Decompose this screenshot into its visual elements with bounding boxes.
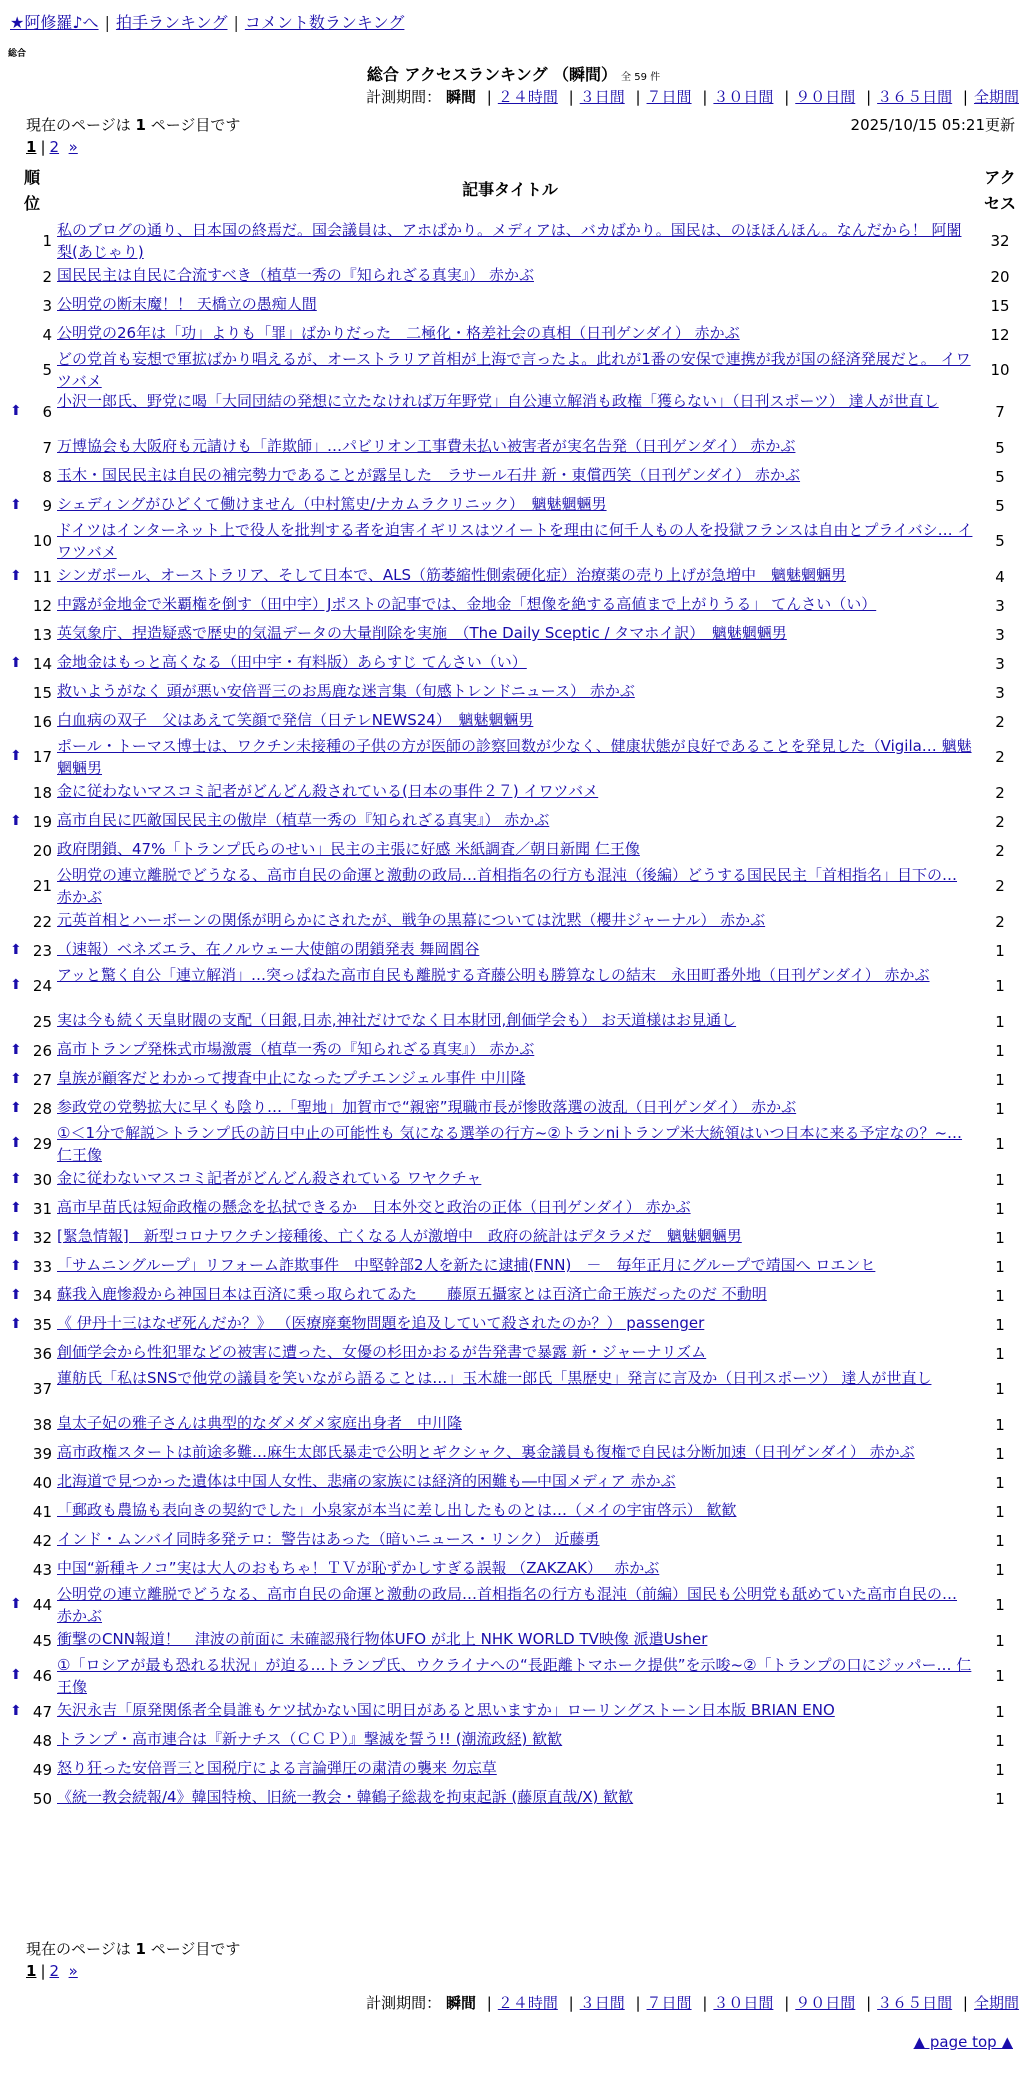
rank-number: 1 [42,232,52,250]
rank-number: 33 [32,1258,52,1276]
rank-number: 26 [32,1042,52,1060]
table-row [0,736,1027,778]
up-arrow-icon: ⬆ [10,813,22,829]
up-arrow-icon: ⬆ [10,1100,22,1116]
table-row [0,1252,1027,1281]
article-title-link[interactable]: 《 伊丹十三はなぜ死んだか？》 （医療廃棄物問題を追及していて殺されたのか？） passenger [57,1314,705,1332]
rank-number: 38 [32,1416,52,1434]
nav-separator: | [104,13,110,32]
rank-number: 36 [32,1345,52,1363]
article-title-link[interactable]: 公明党の連立離脱でどうなる、高市自民の命運と激動の政局…首相指名の行方も混沌（後編）どうする国民民主「首相指名」目下の… 赤かぶ [57,866,958,906]
access-count: 3 [995,655,1005,673]
up-arrow-icon: ⬆ [10,1703,22,1719]
table-row [0,965,1027,1007]
up-arrow-icon: ⬆ [10,748,22,764]
access-count: 3 [995,626,1005,644]
article-title-link[interactable]: 公明党の26年は「功」よりも「罪」ばかりだった 二極化・格差社会の真相（日刊ゲンダイ） 赤かぶ [57,324,740,342]
article-title-link[interactable]: ①＜1分で解説＞トランプ氏の訪日中止の可能性も 気になる選挙の行方~②トランniトランプ米大統領はいつ日本に来る予定なの？~… 仁王像 [57,1124,963,1164]
period-link-90d[interactable]: ９０日間 [795,88,856,106]
table-row [0,1094,1027,1123]
table-row [0,220,1027,262]
rank-number: 30 [32,1171,52,1189]
table-row [0,1497,1027,1526]
article-title-link[interactable]: [緊急情報] 新型コロナワクチン接種後、亡くなる人が激増中 政府の統計はデタラメだ 魑魅魍魎男 [57,1227,742,1245]
access-count: 1 [995,1732,1005,1750]
article-title-link[interactable]: 金に従わないマスコミ記者がどんどん殺されている(日本の事件２７) イワツバメ [57,782,599,800]
rank-number: 9 [42,497,52,515]
table-row [0,433,1027,462]
page-info-bottom [26,1938,240,1959]
table-row [0,649,1027,678]
table-row [0,1784,1027,1813]
period-link-all[interactable]: 全期間 [973,1994,1019,2012]
table-row [0,707,1027,736]
applause-ranking-link[interactable]: 拍手ランキング [115,13,228,32]
access-count: 4 [995,568,1005,586]
article-title-link[interactable]: 元英首相とハーボーンの関係が明らかにされたが、戦争の黒幕については沈黙（櫻井ジャーナル） 赤かぶ [57,911,766,929]
table-row [0,562,1027,591]
total-count: 全 59 件 [621,72,661,83]
rank-number: 19 [32,813,52,831]
article-title-link[interactable]: （速報）ベネズエラ、在ノルウェー大使館の閉鎖発表 舞岡閻谷 [57,940,480,958]
up-arrow-icon: ⬆ [10,1229,22,1245]
table-row [0,936,1027,965]
article-title-link[interactable]: 公明党の連立離脱でどうなる、高市自民の命運と激動の政局…首相指名の行方も混沌（前編）国民も公明党も舐めていた高市自民の… 赤かぶ [57,1585,958,1625]
period-link-3d[interactable]: ３日間 [579,88,625,106]
home-link[interactable]: ★阿修羅♪へ [10,13,99,32]
period-link-7d[interactable]: ７日間 [646,88,692,106]
article-title-link[interactable]: 怒り狂った安倍晋三と国税庁による言論弾圧の粛清の襲来 勿忘草 [57,1759,497,1777]
rank-number: 46 [32,1667,52,1685]
pager: 1 | 2 » [26,138,78,156]
access-count: 2 [995,813,1005,831]
table-row [0,1526,1027,1555]
period-label: 計測期間： [366,88,442,106]
header-access: アクセス [983,168,1016,213]
table-row [0,1555,1027,1584]
access-count: 1 [995,1380,1005,1398]
access-count: 5 [995,532,1005,550]
article-title-link[interactable]: 「サムニングループ」リフォーム詐欺事件 中堅幹部2人を新たに逮捕(FNN) － 毎年正月にグループで靖国へ ロエンヒ [57,1256,876,1274]
rank-number: 15 [32,684,52,702]
article-title-link[interactable]: 矢沢永吉「原発関係者全員誰もケツ拭かない国に明日があると思いますか」ローリングストーン日本版 BRIAN ENO [57,1701,835,1719]
access-count: 2 [995,842,1005,860]
article-title-link[interactable]: 公明党の断末魔！！ 天橋立の愚痴人間 [57,295,317,313]
rank-number: 28 [32,1100,52,1118]
pager-page-2[interactable]: 2 [49,1962,60,1980]
access-count: 1 [995,1200,1005,1218]
rank-number: 45 [32,1632,52,1650]
rank-number: 2 [42,268,52,286]
pager-current: 1 [26,1962,37,1980]
article-title-link[interactable]: 英気象庁、捏造疑惑で歴史的気温データの大量削除を実施 （The Daily Sceptic / タマホイ訳） 魑魅魍魎男 [57,624,787,642]
pager-bottom: 1 | 2 » [26,1962,78,1980]
access-count: 1 [995,1171,1005,1189]
period-current: 瞬間 [445,1994,476,2012]
rank-number: 6 [42,403,52,421]
period-selector-bottom: 計測期間： 瞬間 | ２４時間 | ３日間 | ７日間 | ３０日間 | ９０日間 | ３６５日間 | 全期間 [366,1994,1019,2012]
article-title-link[interactable]: 皇族が顧客だとわかって捜査中止になったプチエンジェル事件 中川隆 [57,1069,526,1087]
access-count: 1 [995,1416,1005,1434]
rank-number: 50 [32,1790,52,1808]
page-info-number: 1 [135,116,146,134]
article-title-link[interactable]: インド・ムンバイ同時多発テロ：警告はあった（暗いニュース・リンク） 近藤勇 [57,1530,600,1548]
period-label: 計測期間： [366,1994,442,2012]
table-row [0,1065,1027,1094]
table-row [0,1223,1027,1252]
article-title-link[interactable]: 万博協会も大阪府も元請けも「詐欺師」…パビリオン工事費未払い被害者が実名告発（日刊ゲンダイ） 赤かぶ [57,437,796,455]
access-count: 1 [995,1013,1005,1031]
table-row [0,1194,1027,1223]
article-title-link[interactable]: 国民民主は自民に合流すべき（植草一秀の『知られざる真実』） 赤かぶ [57,266,534,284]
article-title-link[interactable]: トランプ・高市連合は『新ナチス（ＣＣＰ）』撃滅を誓う!! (潮流政経) 歓歓 [57,1730,563,1748]
rank-number: 35 [32,1316,52,1334]
access-count: 1 [995,1761,1005,1779]
rank-number: 22 [32,913,52,931]
access-count: 1 [995,1632,1005,1650]
rank-number: 11 [32,568,52,586]
article-title-link[interactable]: どの党首も妄想で軍拡ばかり唱えるが、オーストラリア首相が上海で言ったよ。此れが1番の安保で連携が我が国の経済発展だと。 イワツバメ [57,350,971,390]
table-row [0,1697,1027,1726]
access-count: 1 [995,1703,1005,1721]
up-arrow-icon: ⬆ [10,1287,22,1303]
article-title-link[interactable]: 私のブログの通り、日本国の終焉だ。国会議員は、アホばかり。メディアは、バカばかり。国民は、のほほんほん。なんだから！ 阿闍梨(あじゃり) [57,221,962,261]
period-link-90d[interactable]: ９０日間 [795,1994,856,2012]
page-info-number: 1 [135,1940,146,1958]
article-title-link[interactable]: 金に従わないマスコミ記者がどんどん殺されている ワヤクチャ [57,1169,482,1187]
access-count: 1 [995,1596,1005,1614]
ranking-table [0,220,1027,1813]
table-row [0,520,1027,562]
rank-number: 12 [32,597,52,615]
article-title-link[interactable]: 蘇我入鹿惨殺から神国日本は百済に乗っ取られてゐた 藤原五攝家とは百済亡命王族だったのだ 不動明 [57,1285,767,1303]
access-count: 2 [995,748,1005,766]
table-row [0,391,1027,433]
access-count: 1 [995,1258,1005,1276]
article-title-link[interactable]: 衝撃のCNN報道！ 津波の前面に 未確認飛行物体UFO が北上 NHK WORLD TV映像 派遣Usher [57,1630,708,1648]
access-count: 1 [995,1474,1005,1492]
period-link-24h[interactable]: ２４時間 [497,1994,558,2012]
up-arrow-icon: ⬆ [10,1316,22,1332]
article-title-link[interactable]: 中国“新種キノコ”実は大人のおもちゃ！ＴＶが恥ずかしすぎる誤報 （ZAKZAK） 赤かぶ [57,1559,660,1577]
table-row [0,1755,1027,1784]
up-arrow-icon: ⬆ [10,403,22,419]
article-title-link[interactable]: ドイツはインターネット上で役人を批判する者を迫害イギリスはツイートを理由に何千人もの人を投獄フランスは自由とプライバシ… イワツバメ [57,521,973,561]
table-row [0,1165,1027,1194]
table-row [0,291,1027,320]
article-title-link[interactable]: 「郵政も農協も表向きの契約でした」小泉家が本当に差し出したものとは…（メイの宇宙啓示） 歓歓 [57,1501,737,1519]
access-count: 1 [995,1532,1005,1550]
table-row [0,1626,1027,1655]
access-count: 1 [995,1345,1005,1363]
rank-number: 24 [32,977,52,995]
article-title-link[interactable]: シェディングがひどくて働けません（中村篤史/ナカムラクリニック） 魑魅魍魎男 [57,495,607,513]
page-info-suffix: ページ目です [150,116,241,134]
access-count: 1 [995,1445,1005,1463]
access-count: 2 [995,913,1005,931]
rank-number: 20 [32,842,52,860]
article-title-link[interactable]: 高市早苗氏は短命政権の懸念を払拭できるか 日本外交と政治の正体（日刊ゲンダイ） 赤かぶ [57,1198,691,1216]
page-info-prefix: 現在のページは [26,116,131,134]
table-row [0,1310,1027,1339]
article-title-link[interactable]: 《統一教会続報/4》韓国特検、旧統一教会・韓鶴子総裁を拘束起訴 (藤原直哉/X) 歓歓 [57,1788,634,1806]
pager-next[interactable]: » [68,1962,78,1980]
table-row [0,1281,1027,1310]
table-row [0,1123,1027,1165]
table-row [0,807,1027,836]
rank-number: 21 [32,877,52,895]
table-row [0,1655,1027,1697]
rank-number: 39 [32,1445,52,1463]
access-count: 1 [995,1229,1005,1247]
period-link-24h[interactable]: ２４時間 [497,88,558,106]
up-arrow-icon: ⬆ [10,942,22,958]
up-arrow-icon: ⬆ [10,1042,22,1058]
access-count: 2 [995,713,1005,731]
article-title-link[interactable]: 創価学会から性犯罪などの被害に遭った、女優の杉田かおるが告発書で暴露 新・ジャーナリズム [57,1343,707,1361]
access-count: 1 [995,977,1005,995]
table-row [0,349,1027,391]
table-row [0,591,1027,620]
up-arrow-icon: ⬆ [10,1200,22,1216]
rank-number: 32 [32,1229,52,1247]
table-row [0,907,1027,936]
access-count: 2 [995,784,1005,802]
table-row [0,462,1027,491]
rank-number: 25 [32,1013,52,1031]
rank-number: 27 [32,1071,52,1089]
article-title-link[interactable]: シンガポール、オーストラリア、そして日本で、ALS（筋萎縮性側索硬化症）治療薬の売り上げが急増中 魑魅魍魎男 [57,566,847,584]
period-link-all[interactable]: 全期間 [973,88,1019,106]
up-arrow-icon: ⬆ [10,1071,22,1087]
table-row [0,1439,1027,1468]
rank-number: 48 [32,1732,52,1750]
page-title [0,62,1027,85]
period-link-7d[interactable]: ７日間 [646,1994,692,2012]
period-link-365d[interactable]: ３６５日間 [877,1994,953,2012]
rank-number: 34 [32,1287,52,1305]
article-title-link[interactable]: 高市自民に匹敵国民民主の傲岸（植草一秀の『知られざる真実』） 赤かぶ [57,811,550,829]
rank-number: 7 [42,439,52,457]
access-count: 5 [995,468,1005,486]
access-count: 1 [995,1667,1005,1685]
article-title-link[interactable]: 中露が金地金で米覇権を倒す（田中宇）Jポストの記事では、金地金「想像を絶する高値まで上がりうる」 てんさい（い） [57,595,877,613]
rank-number: 41 [32,1503,52,1521]
section-label: 総合 [8,49,27,59]
up-arrow-icon: ⬆ [10,1135,22,1151]
table-row [0,1468,1027,1497]
pager-current: 1 [26,138,37,156]
article-title-link[interactable]: アッと驚く自公「連立解消」…突っぱねた高市自民も離脱する斉藤公明も勝算なしの結末 永田町番外地（日刊ゲンダイ） 赤かぶ [57,966,930,984]
table-row [0,1410,1027,1439]
header-rank: 順位 [23,168,40,213]
access-count: 3 [995,597,1005,615]
period-link-3d[interactable]: ３日間 [579,1994,625,2012]
rank-number: 5 [42,361,52,379]
access-count: 5 [995,497,1005,515]
rank-number: 18 [32,784,52,802]
rank-number: 23 [32,942,52,960]
article-title-link[interactable]: 皇太子妃の雅子さんは典型的なダメダメ家庭出身者 中川隆 [57,1414,463,1432]
article-title-link[interactable]: 救いようがなく 頭が悪い安倍晋三のお馬鹿な迷言集（旬感トレンドニュース） 赤かぶ [57,682,635,700]
period-link-30d[interactable]: ３０日間 [713,88,774,106]
rank-number: 44 [32,1596,52,1614]
article-title-link[interactable]: 高市トランプ発株式市場激震（植草一秀の『知られざる真実』） 赤かぶ [57,1040,535,1058]
article-title-link[interactable]: 白血病の双子 父はあえて笑顔で発信（日テレNEWS24） 魑魅魍魎男 [57,711,534,729]
table-row [0,491,1027,520]
access-count: 1 [995,1503,1005,1521]
nav-separator: | [233,13,239,32]
article-title-link[interactable]: 参政党の党勢拡大に早くも陰り…「聖地」加賀市で“親密”現職市長が惨敗落選の波乱（日刊ゲンダイ） 赤かぶ [57,1098,797,1116]
page-info-suffix: ページ目です [150,1940,241,1958]
article-title-link[interactable]: 金地金はもっと高くなる（田中宇・有料版）あらすじ てんさい（い） [57,653,527,671]
rank-number: 13 [32,626,52,644]
page-info-prefix: 現在のページは [26,1940,131,1958]
access-count: 20 [990,268,1010,286]
article-title-link[interactable]: 玉木・国民民主は自民の補完勢力であることが露呈した ラサール石井 新・東償西笑（日刊ゲンダイ） 赤かぶ [57,466,801,484]
access-count: 15 [990,297,1010,315]
article-title-link[interactable]: 実は今も続く天皇財閥の支配（日銀,日赤,神社だけでなく日本財団,創価学会も） お天道様はお見通し [57,1011,737,1029]
up-arrow-icon: ⬆ [10,655,22,671]
pager-next[interactable]: » [68,138,78,156]
rank-number: 14 [32,655,52,673]
article-title-link[interactable]: ①「ロシアが最も恐れる状況」が迫る…トランプ氏、ウクライナへの“長距離トマホーク提供”を示唆~②「トランプの口にジッパー… 仁王像 [57,1656,972,1696]
article-title-link[interactable]: 北海道で見つかった遺体は中国人女性、悲痛の家族には経済的困難も―中国メディア 赤かぶ [57,1472,676,1490]
access-count: 1 [995,1561,1005,1579]
rank-number: 17 [32,748,52,766]
up-arrow-icon: ⬆ [10,1258,22,1274]
access-count: 1 [995,1100,1005,1118]
table-row [0,1368,1027,1410]
rank-number: 10 [32,532,52,550]
access-count: 1 [995,1135,1005,1153]
period-current: 瞬間 [445,88,476,106]
article-title-link[interactable]: 高市政権スタートは前途多難…麻生太郎氏暴走で公明とギクシャク、裏金議員も復権で自民は分断加速（日刊ゲンダイ） 赤かぶ [57,1443,915,1461]
rank-number: 40 [32,1474,52,1492]
up-arrow-icon: ⬆ [10,1596,22,1612]
table-header [0,165,1027,217]
table-row [0,320,1027,349]
header-title: 記事タイトル [462,180,558,199]
access-count: 32 [990,232,1010,250]
rank-number: 16 [32,713,52,731]
access-count: 10 [990,361,1010,379]
rank-number: 4 [42,326,52,344]
article-title-link[interactable]: 政府閉鎖、47%「トランプ氏らのせい」民主の主張に好感 米紙調査／朝日新聞 仁王像 [57,840,640,858]
table-row [0,620,1027,649]
top-nav [10,10,404,33]
page-title-text: 総合 アクセスランキング （瞬間） [366,65,618,84]
table-row [0,865,1027,907]
table-row [0,1339,1027,1368]
rank-number: 42 [32,1532,52,1550]
access-count: 1 [995,1790,1005,1808]
access-count: 7 [995,403,1005,421]
table-row [0,1036,1027,1065]
page-top-link[interactable]: ▲ page top ▲ [913,2033,1013,2051]
access-count: 1 [995,1287,1005,1305]
comment-ranking-link[interactable]: コメント数ランキング [244,13,405,32]
access-count: 12 [990,326,1010,344]
article-title-link[interactable]: ポール・トーマス博士は、ワクチン未接種の子供の方が医師の診察回数が少なく、健康状態が良好であることを発見した（Vigila… 魑魅魍魎男 [57,737,972,777]
rank-number: 8 [42,468,52,486]
article-title-link[interactable]: 蓮舫氏「私はSNSで他党の議員を笑いながら語ることは…」玉木雄一郎氏「黒歴史」発言に言及か（日刊スポーツ） 達人が世直し [57,1369,932,1387]
up-arrow-icon: ⬆ [10,568,22,584]
table-row [0,1584,1027,1626]
page-info [26,114,240,135]
up-arrow-icon: ⬆ [10,497,22,513]
rank-number: 29 [32,1135,52,1153]
access-count: 1 [995,1316,1005,1334]
up-arrow-icon: ⬆ [10,977,22,993]
rank-number: 49 [32,1761,52,1779]
article-title-link[interactable]: 小沢一郎氏、野党に喝「大同団結の発想に立たなければ万年野党」自公連立解消も政権「獲らない」（日刊スポーツ） 達人が世直し [57,392,939,410]
period-link-30d[interactable]: ３０日間 [713,1994,774,2012]
rank-number: 43 [32,1561,52,1579]
table-row [0,836,1027,865]
table-row [0,1007,1027,1036]
pager-page-2[interactable]: 2 [49,138,60,156]
access-count: 5 [995,439,1005,457]
table-row [0,678,1027,707]
up-arrow-icon: ⬆ [10,1667,22,1683]
period-link-365d[interactable]: ３６５日間 [877,88,953,106]
access-count: 2 [995,877,1005,895]
table-row [0,778,1027,807]
table-row [0,262,1027,291]
period-selector: 計測期間： 瞬間 | ２４時間 | ３日間 | ７日間 | ３０日間 | ９０日間 | ３６５日間 | 全期間 [366,88,1019,106]
table-row [0,1726,1027,1755]
access-count: 1 [995,1071,1005,1089]
rank-number: 37 [32,1380,52,1398]
access-count: 1 [995,942,1005,960]
updated-timestamp: 2025/10/15 05:21更新 [850,116,1015,134]
access-count: 1 [995,1042,1005,1060]
rank-number: 47 [32,1703,52,1721]
rank-number: 31 [32,1200,52,1218]
access-count: 3 [995,684,1005,702]
up-arrow-icon: ⬆ [10,1171,22,1187]
rank-number: 3 [42,297,52,315]
